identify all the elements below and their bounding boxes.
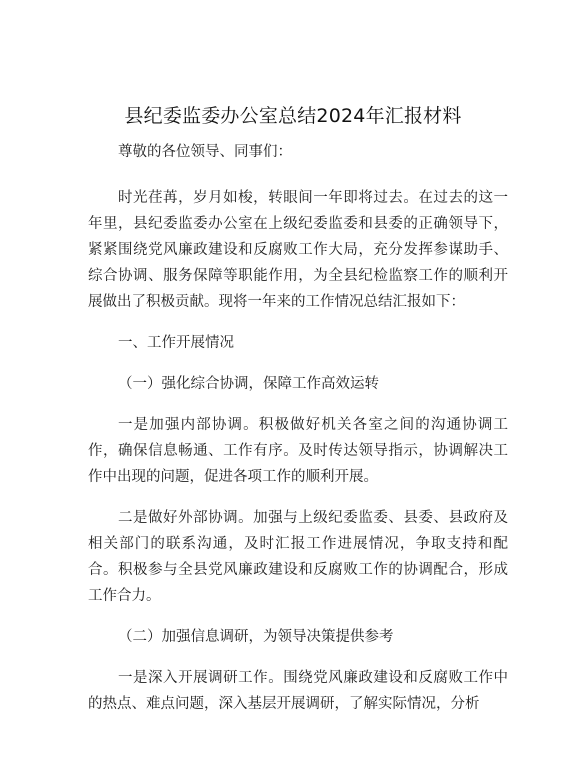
paragraph-intro: 时光荏苒，岁月如梭，转眼间一年即将过去。在过去的这一年里，县纪委监委办公室在上级纪委监委和县委的正确领导下，紧紧围绕党风廉政建设和反腐败工作大局，充分发挥参谋助手、综合协调、服务保障等职能作用，为全县纪检监察工作的顺利开展做出了积极贡献。现将一年来的工作情况总结汇报如下： bbox=[88, 190, 508, 310]
greeting: 尊敬的各位领导、同事们： bbox=[118, 144, 292, 160]
paragraph-external-coordination: 二是做好外部协调。加强与上级纪委监委、县委、县政府及相关部门的联系沟通，及时汇报工作进展情况，争取支持和配合。积极参与全县党风廉政建设和反腐败工作的协调配合，形成工作合力。 bbox=[88, 510, 508, 604]
document-body bbox=[88, 139, 508, 732]
subsection-heading-2: （二）加强信息调研，为领导决策提供参考 bbox=[118, 629, 394, 645]
subsection-heading-1: （一）强化综合协调，保障工作高效运转 bbox=[118, 376, 379, 392]
paragraph-internal-coordination: 一是加强内部协调。积极做好机关各室之间的沟通协调工作，确保信息畅通、工作有序。及时传达领导指示，协调解决工作中出现的问题，促进各项工作的顺利开展。 bbox=[88, 417, 508, 485]
document-title: 县纪委监委办公室总结2024年汇报材料 bbox=[124, 105, 462, 127]
paragraph-research: 一是深入开展调研工作。围绕党风廉政建设和反腐败工作中的热点、难点问题，深入基层开展调研，了解实际情况，分析 bbox=[88, 670, 508, 712]
section-heading-1: 一、工作开展情况 bbox=[118, 335, 234, 351]
